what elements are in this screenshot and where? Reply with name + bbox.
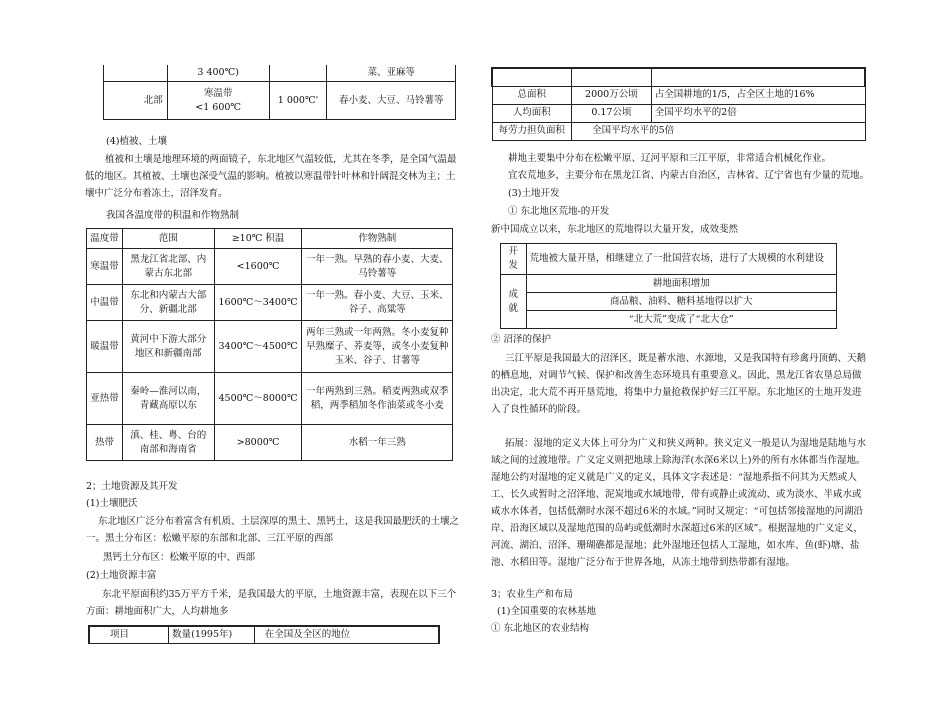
para-veg: 植被和土壤是地理环境的两面镜子，东北地区气温较低，尤其在冬季，是全国气温最低的地区。其植被、土壤也深受气温的影响。植被以寒温带针叶林和针阔混交林为主；土壤中广泛分布着冻土，沼泽发育。 xyxy=(85,154,457,199)
cell: 3400℃～4500℃ xyxy=(214,321,302,373)
para-farmland: 耕地主要集中分布在松嫩平原、辽河平原和三江平原，非常适合机械化作业。 xyxy=(508,153,832,164)
cell: 商品粮、油料、糖料基地得以扩大 xyxy=(526,293,837,311)
para-land: 东北平原面积约35万平方千米，是我国最大的平原，土地资源丰富，表现在以下三个方面：耕地面积广大，人均耕地多 xyxy=(86,589,457,617)
header-cell: 范围 xyxy=(122,229,214,249)
cell: 亚热带 xyxy=(87,373,123,425)
cell: 一年一熟。春小麦、大豆、玉米、谷子、高粱等 xyxy=(302,285,453,321)
para-soil: 东北地区广泛分布着富含有机质、土层深厚的黑土、黑钙土，这是我国最肥沃的土壤之一。黑土分布区：松嫩平原的东部和北部、三江平原的西部 xyxy=(86,516,460,544)
heading-land: (2)土地资源丰富 xyxy=(86,570,157,581)
header-cell: 在全国及全区的地位 xyxy=(254,626,439,644)
cell: >8000℃ xyxy=(214,425,302,461)
header-cell: ≥10℃ 积温 xyxy=(214,229,302,249)
table-row xyxy=(492,86,865,104)
heading-agriculture: 3；农业生产和布局 xyxy=(491,589,574,600)
cell: 北部 xyxy=(104,82,168,120)
cell: 全国平均水平的2倍 xyxy=(651,104,865,122)
cell xyxy=(269,65,327,82)
table-row xyxy=(492,104,865,122)
table-row xyxy=(492,122,865,140)
cell: 4500℃～8000℃ xyxy=(214,373,302,425)
heading-swamp: ② 沼泽的保护 xyxy=(491,334,552,345)
cell: 秦岭—淮河以南，青藏高原以东 xyxy=(122,373,214,425)
cell: 全国平均水平的5倍 xyxy=(572,122,865,140)
cell: 1 000℃' xyxy=(269,82,327,120)
cell: 耕地面积增加 xyxy=(526,275,837,293)
cell: 1600℃～3400℃ xyxy=(214,285,302,321)
header-cell: 项目 xyxy=(89,626,169,644)
cell: 一年两熟到三熟。稻麦两熟或双季稻，两季稻加冬作油菜或冬小麦 xyxy=(302,373,453,425)
para-wasteland: 宜农荒地多，主要分布在黑龙江省、内蒙古自治区，吉林省、辽宁省也有少量的荒地。 xyxy=(508,170,870,181)
cell: 水稻一年三熟 xyxy=(302,425,453,461)
cell: 寒温带 xyxy=(87,249,123,285)
header-cell: 温度带 xyxy=(87,229,123,249)
cell: <1600℃ xyxy=(214,249,302,285)
cell: 一年一熟。早熟的春小麦、大麦、马铃薯等 xyxy=(302,249,453,285)
header-cell: 作物熟制 xyxy=(302,229,453,249)
farmland-table xyxy=(491,67,866,141)
cell: 总面积 xyxy=(492,86,572,104)
cell: 热带 xyxy=(87,425,123,461)
development-table xyxy=(500,243,837,329)
heading-land-dev: (3)土地开发 xyxy=(508,188,560,199)
table-row xyxy=(87,373,453,425)
cell: 荒地被大量开垦，相继建立了一批国营农场，进行了大规模的水利建设 xyxy=(526,244,837,275)
top-left-table xyxy=(103,65,456,120)
farmland-table-header xyxy=(88,625,440,644)
cell: 暖温带 xyxy=(87,321,123,373)
cell: 黑龙江省北部、内蒙古东北部 xyxy=(122,249,214,285)
heading-veg: (4)植被、土壤 xyxy=(106,136,167,147)
heading-soil: (1)土壤肥沃 xyxy=(86,498,138,509)
header-cell: 数量(1995年) xyxy=(169,626,255,644)
para-swamp: 三江平原是我国最大的沼泽区，既是蓄水池、水源地，又是我国特有珍禽丹顶鹤、天鹅的栖息地，对调节气候、保护和改善生态环境具有重要意义。因此，黑龙江省农垦总局做出决定，北大荒不再开垦荒地，将集中力量抢救保护好三江平原。东北地区的土地开发进入了良性循环的阶段。 xyxy=(491,353,867,415)
cell: “北大荒”变成了“北大仓” xyxy=(526,311,837,329)
table-row xyxy=(87,425,453,461)
table-row xyxy=(87,285,453,321)
heading-base: (1)全国重要的农林基地 xyxy=(497,606,596,617)
table-caption: 我国各温度带的积温和作物熟制 xyxy=(106,210,240,221)
temperature-zone-table xyxy=(86,228,453,461)
cell: 菜、亚麻等 xyxy=(327,65,456,82)
para-dev: 新中国成立以来，东北地区的荒地得以大量开发，成效斐然 xyxy=(491,224,739,235)
cell: 0.17公顷 xyxy=(572,104,652,122)
cell: 3 400℃) xyxy=(167,65,269,82)
cell: 滇、桂、粤、台的南部和海南省 xyxy=(122,425,214,461)
table-row xyxy=(87,249,453,285)
cell: 成就 xyxy=(501,275,527,329)
cell: 开发 xyxy=(501,244,527,275)
cell: 两年三熟或一年两熟。冬小麦复种早熟糜子、荞麦等，或冬小麦复种玉米、谷子、甘薯等 xyxy=(302,321,453,373)
cell: 寒温带 <1 600℃ xyxy=(167,82,269,120)
cell: 人均面积 xyxy=(492,104,572,122)
cell: 2000万公顷 xyxy=(572,86,652,104)
heading-wasteland-dev: ① 东北地区荒地-的开发 xyxy=(508,206,610,217)
cell: 春小麦、大豆、马铃薯等 xyxy=(327,82,456,120)
cell: 黄河中下游大部分地区和新疆南部 xyxy=(122,321,214,373)
table-row xyxy=(87,321,453,373)
para-soil2: 黑钙土分布区：松嫩平原的中、西部 xyxy=(103,552,256,563)
section-heading: 2；土地资源及其开发 xyxy=(86,481,178,492)
para-wetland: 拓展：湿地的定义大体上可分为广义和狭义两种。狭义定义一般是认为湿地是陆地与水域之间的过渡地带。广义定义则把地球上除海洋(水深6米以上)外的所有水体都当作湿地。湿地公约对湿地的定义就是广义的定义，具体文字表述是：“湿地系指不问其为天然或人工、长久或暂时之沼泽地、泥炭地或水域地带，带有或静止或流动、或为淡水、半咸水或咸水水体者，包括低潮时水深不超过6米的水域。”同时又规定：“可包括邻接湿地的河湖沿岸、沿海区域以及湿地范围的岛屿或低潮时水深超过6米的区域”。根据湿地的广义定义，河流、湖泊、沼泽、珊瑚礁都是湿地；此外湿地还包括人工湿地，如水库、鱼(虾)塘、盐池、水稻田等。湿地广泛分布于世界各地，从冻土地带到热带都有湿地。 xyxy=(491,438,867,568)
cell: 东北和内蒙古大部分、新疆北部 xyxy=(122,285,214,321)
cell: 每劳力担负面积 xyxy=(492,122,572,140)
heading-structure: ① 东北地区的农业结构 xyxy=(491,623,590,634)
cell: 中温带 xyxy=(87,285,123,321)
cell: 占全国耕地的1/5，占全区土地的16% xyxy=(651,86,865,104)
